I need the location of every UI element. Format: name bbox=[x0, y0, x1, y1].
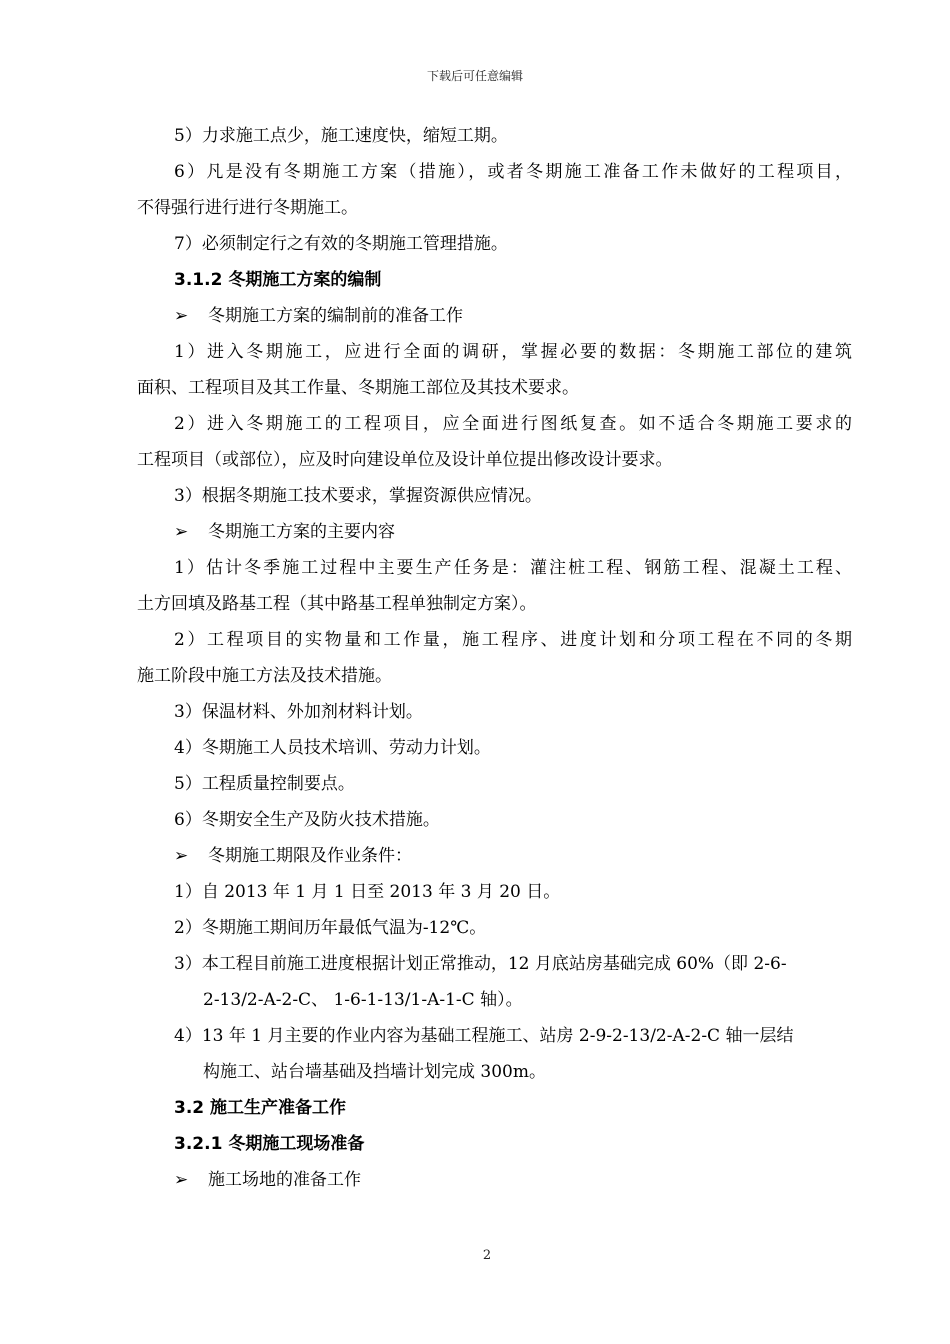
paragraph-line: 3）本工程目前施工进度根据计划正常推动，12 月底站房基础完成 60%（即 2-6- bbox=[174, 954, 787, 974]
paragraph-line: 不得强行进行进行冬期施工。 bbox=[137, 198, 358, 218]
section-heading: 3.2 施工生产准备工作 bbox=[174, 1098, 347, 1118]
arrow-bullet-icon: ➢ bbox=[174, 522, 189, 542]
paragraph-line: 1）进入冬期施工，应进行全面的调研，掌握必要的数据：冬期施工部位的建筑 bbox=[174, 342, 852, 362]
bullet-item bbox=[137, 298, 852, 334]
paragraph-line: 1）估计冬季施工过程中主要生产任务是：灌注桩工程、钢筋工程、混凝土工程、 bbox=[174, 558, 852, 578]
subsection-heading: 3.2.1 冬期施工现场准备 bbox=[174, 1134, 365, 1154]
paragraph-line: 构施工、站台墙基础及挡墙计划完成 300m。 bbox=[203, 1062, 546, 1082]
bullet-text: 冬期施工方案的编制前的准备工作 bbox=[208, 306, 463, 326]
bullet-text: 冬期施工期限及作业条件： bbox=[208, 846, 412, 866]
paragraph-line: 1）自 2013 年 1 月 1 日至 2013 年 3 月 20 日。 bbox=[174, 882, 561, 902]
paragraph-line: 5）力求施工点少，施工速度快，缩短工期。 bbox=[174, 126, 508, 146]
paragraph-line: 工程项目（或部位），应及时向建设单位及设计单位提出修改设计要求。 bbox=[137, 450, 673, 470]
paragraph-line: 6）凡是没有冬期施工方案（措施），或者冬期施工准备工作未做好的工程项目， bbox=[174, 162, 852, 182]
paragraph-line: 3）根据冬期施工技术要求，掌握资源供应情况。 bbox=[174, 486, 542, 506]
paragraph-line: 施工阶段中施工方法及技术措施。 bbox=[137, 666, 392, 686]
arrow-bullet-icon: ➢ bbox=[174, 1170, 189, 1190]
bullet-item bbox=[137, 838, 852, 874]
arrow-bullet-icon: ➢ bbox=[174, 306, 189, 326]
paragraph-line: 2）进入冬期施工的工程项目，应全面进行图纸复查。如不适合冬期施工要求的 bbox=[174, 414, 852, 434]
bullet-text: 冬期施工方案的主要内容 bbox=[208, 522, 395, 542]
arrow-bullet-icon: ➢ bbox=[174, 846, 189, 866]
page-header: 下载后可任意编辑 bbox=[426, 69, 523, 83]
paragraph-line: 土方回填及路基工程（其中路基工程单独制定方案）。 bbox=[137, 594, 537, 614]
paragraph-line: 6）冬期安全生产及防火技术措施。 bbox=[174, 810, 440, 830]
paragraph-line: 2-13/2-A-2-C、 1-6-1-13/1-A-1-C 轴）。 bbox=[203, 990, 523, 1010]
page-number: 2 bbox=[482, 1248, 492, 1263]
section-heading: 3.1.2 冬期施工方案的编制 bbox=[174, 270, 382, 290]
paragraph-line: 5）工程质量控制要点。 bbox=[174, 774, 355, 794]
paragraph-line: 4）冬期施工人员技术培训、劳动力计划。 bbox=[174, 738, 491, 758]
paragraph-line: 4）13 年 1 月主要的作业内容为基础工程施工、站房 2-9-2-13/2-A-2-C 轴一层结 bbox=[174, 1026, 794, 1046]
paragraph-line: 2）工程项目的实物量和工作量，施工程序、进度计划和分项工程在不同的冬期 bbox=[174, 630, 852, 650]
paragraph-line: 7）必须制定行之有效的冬期施工管理措施。 bbox=[174, 234, 508, 254]
paragraph-line: 3）保温材料、外加剂材料计划。 bbox=[174, 702, 423, 722]
paragraph-line: 2）冬期施工期间历年最低气温为-12℃。 bbox=[174, 918, 487, 938]
bullet-item bbox=[137, 514, 852, 550]
bullet-text: 施工场地的准备工作 bbox=[208, 1170, 361, 1190]
bullet-item bbox=[137, 1162, 852, 1198]
document-body bbox=[137, 118, 852, 1198]
paragraph-line: 面积、工程项目及其工作量、冬期施工部位及其技术要求。 bbox=[137, 378, 579, 398]
